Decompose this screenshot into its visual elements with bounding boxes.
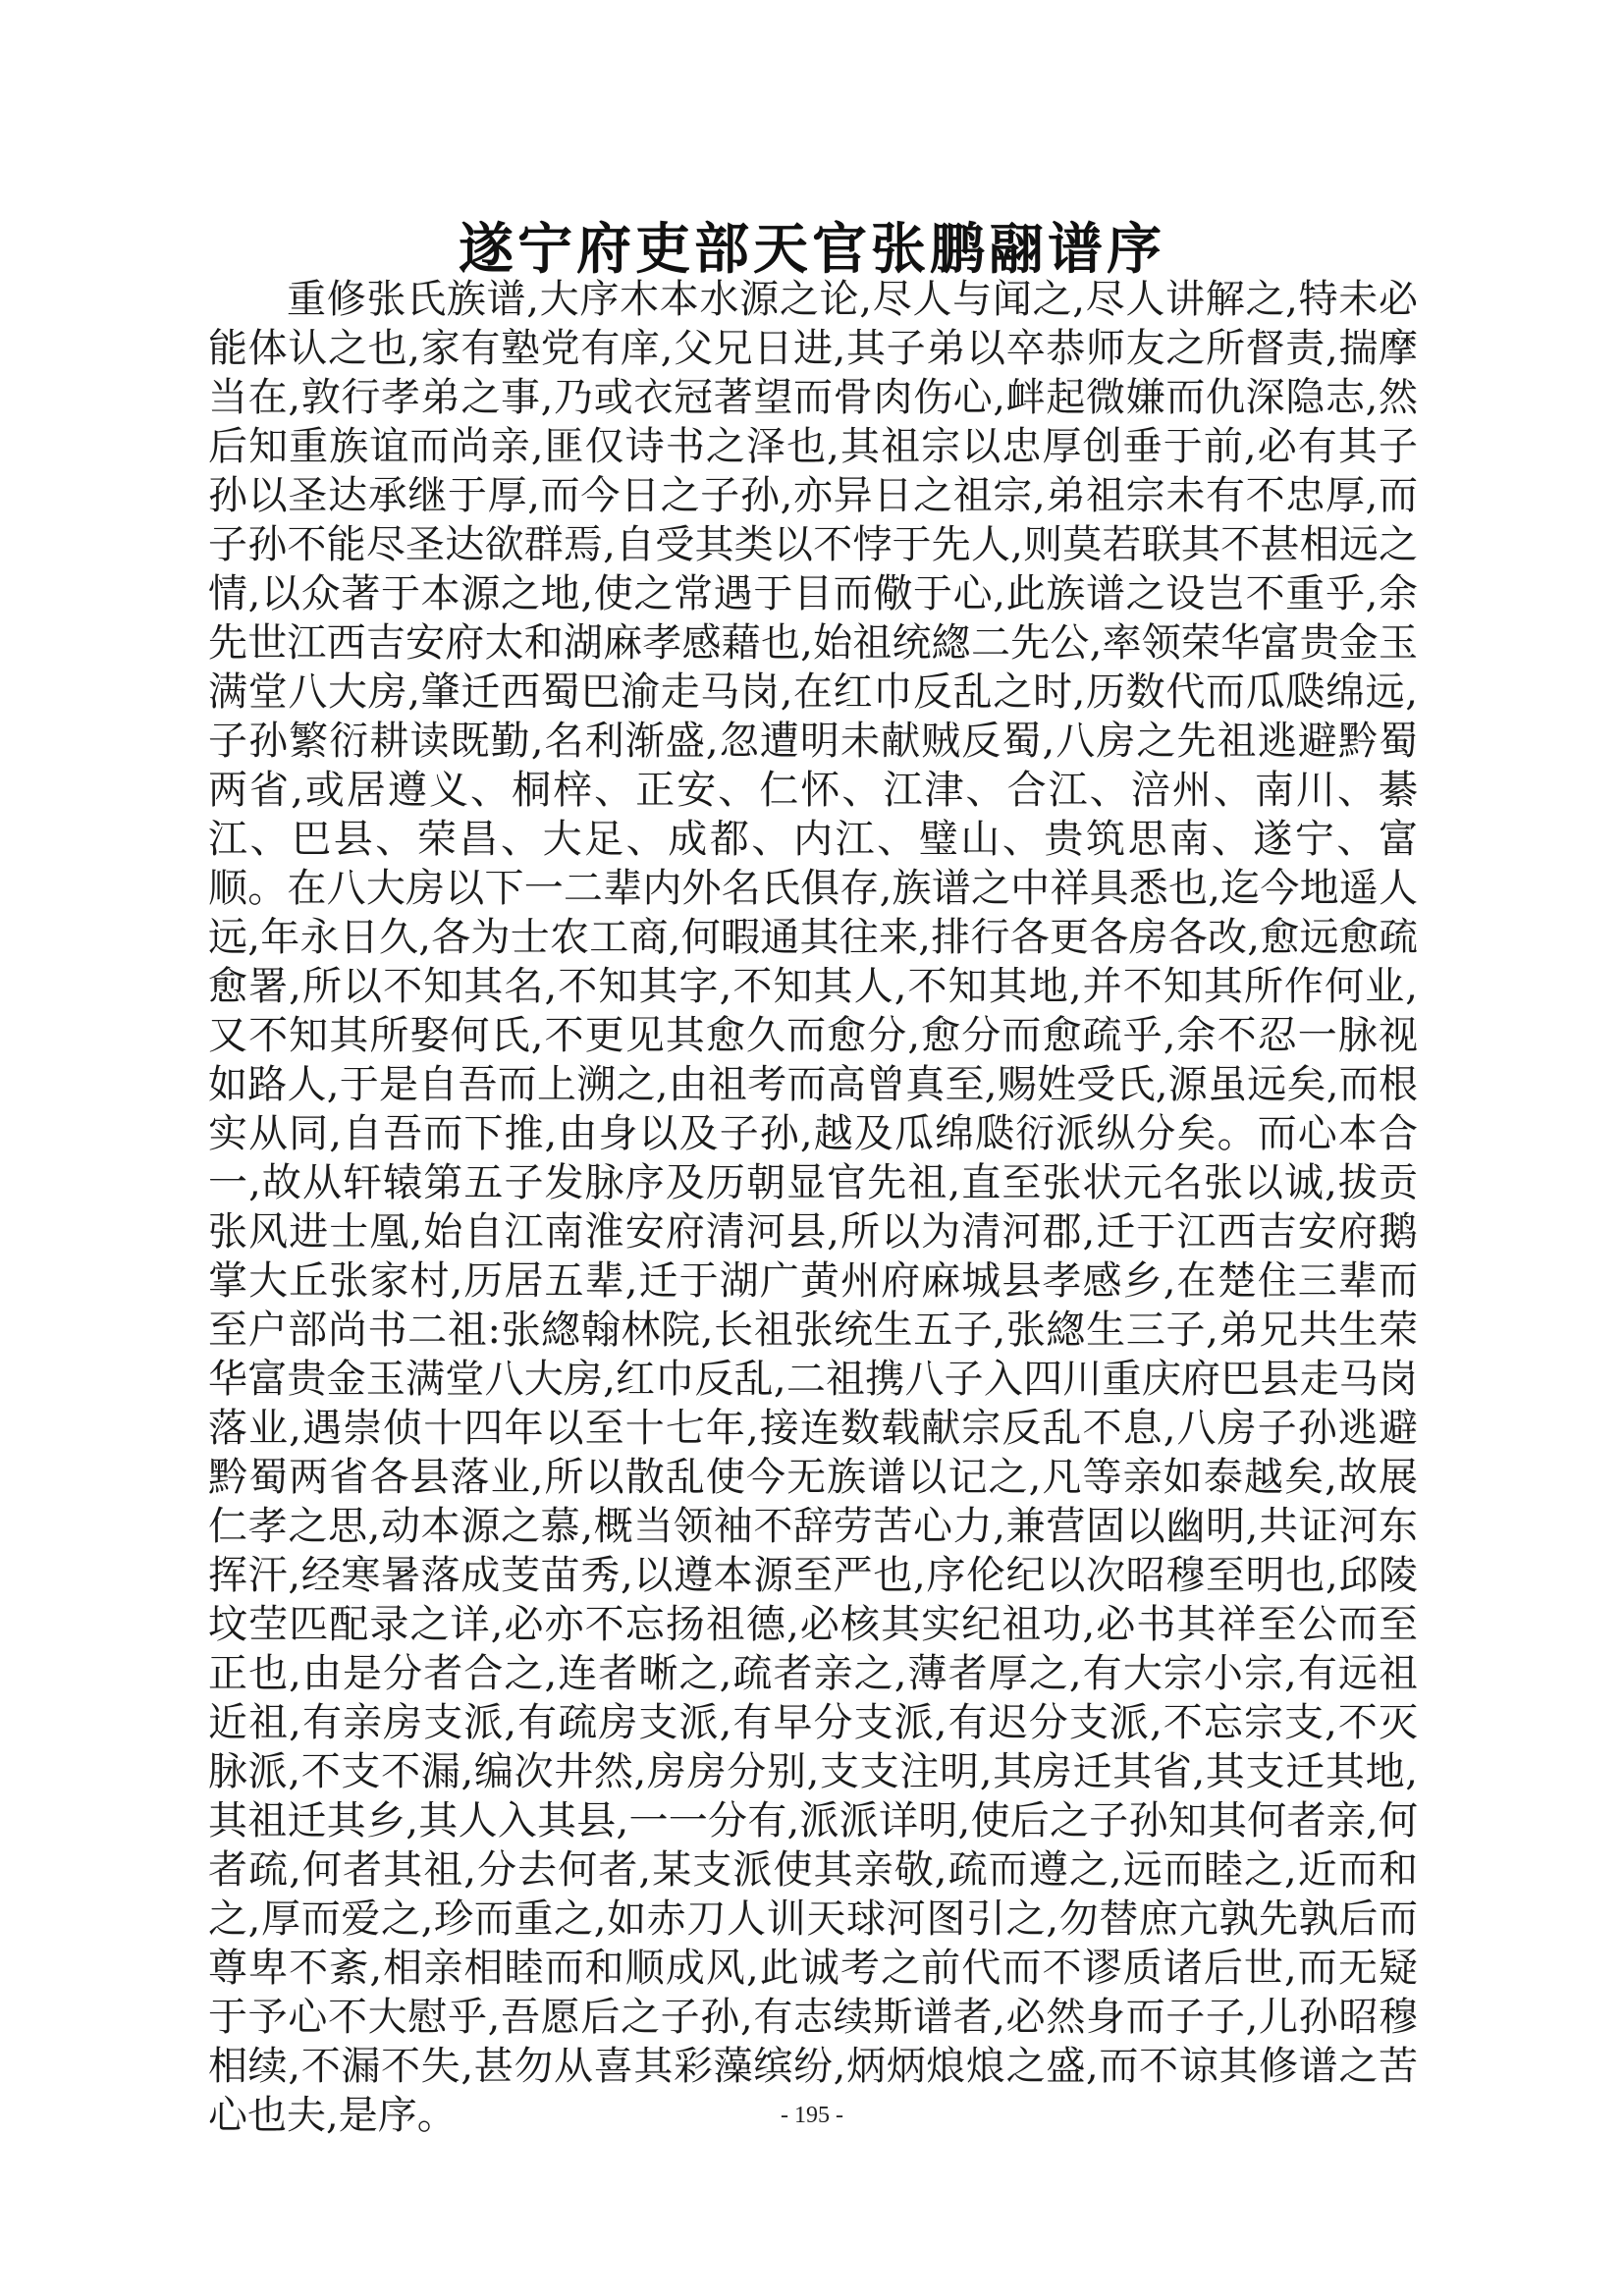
document-title: 遂宁府吏部天官张鹏翮谱序: [459, 217, 1165, 282]
page-number: - 195 -: [781, 2103, 843, 2128]
body-paragraph: 重修张氏族谱,大序木本水源之论,尽人与闻之,尽人讲解之,特未必能体认之也,家有塾党有庠,父兄日进,其子弟以卒恭师友之所督责,揣摩当在,敦行孝弟之事,乃或衣冠著望而骨肉伤心,衅起微嫌而仇深隐志,然后知重族谊而尚亲,匪仅诗书之泽也,其祖宗以忠厚创垂于前,必有其子孙以圣达承继于厚,而今日之子孙,亦异日之祖宗,弟祖宗未有不忠厚,而子孙不能尽圣达欲群焉,自受其类以不悖于先人,则莫若联其不甚相远之情,以众著于本源之地,使之常遇于目而儆于心,此族谱之设岂不重乎,余先世江西吉安府太和湖麻孝感藉也,始祖统緫二先公,率领荣华富贵金玉满堂八大房,肇迁西蜀巴渝走马岗,在红巾反乱之时,历数代而瓜瓞绵远,子孙繁衍耕读既勤,名利渐盛,忽遭明未献贼反蜀,八房之先祖逃避黔蜀两省,或居遵义、桐梓、正安、仁怀、江津、合江、涪州、南川、綦江、巴县、荣昌、大足、成都、内江、璧山、贵筑思南、遂宁、富顺。在八大房以下一二辈内外名氏俱存,族谱之中祥具悉也,迄今地遥人远,年永日久,各为士农工商,何暇通其往来,排行各更各房各改,愈远愈疏愈署,所以不知其名,不知其字,不知其人,不知其地,并不知其所作何业,又不知其所娶何氏,不更见其愈久而愈分,愈分而愈疏乎,余不忍一脉视如路人,于是自吾而上溯之,由祖考而高曾真至,赐姓受氏,源虽远矣,而根实从同,自吾而下推,由身以及子孙,越及瓜绵瓞衍派纵分矣。而心本合一,故从轩辕第五子发脉序及历朝显官先祖,直至张状元名张以诚,拔贡张风进士凰,始自江南淮安府清河县,所以为清河郡,迁于江西吉安府鹅掌大丘张家村,历居五辈,迁于湖广黄州府麻城县孝感乡,在楚住三辈而至户部尚书二祖:张緫翰林院,长祖张统生五子,张緫生三子,弟兄共生荣华富贵金玉满堂八大房,红巾反乱,二祖携八子入四川重庆府巴县走马岗落业,遇崇侦十四年以至十七年,接连数载献宗反乱不息,八房子孙逃避黔蜀两省各县落业,所以散乱使今无族谱以记之,凡等亲如泰越矣,故展仁孝之思,动本源之慕,概当领袖不辞劳苦心力,兼营固以幽明,共证河东挥汗,经寒暑落成芰苗秀,以遵本源至严也,序伦纪以次昭穆至明也,邱陵坟茔匹配录之详,必亦不忘扬祖德,必核其实纪祖功,必书其祥至公而至正也,由是分者合之,连者晰之,疏者亲之,薄者厚之,有大宗小宗,有远祖近祖,有亲房支派,有疏房支派,有早分支派,有迟分支派,不忘宗支,不灭脉派,不支不漏,编次井然,房房分别,支支注明,其房迁其省,其支迁其地,其祖迁其乡,其人入其县,一一分有,派派详明,使后之子孙知其何者亲,何者疏,何者其祖,分去何者,某支派使其亲敬,疏而遵之,远而睦之,近而和之,厚而爱之,珍而重之,如赤刀人训天球河图引之,勿替庶亢孰先孰后而尊卑不紊,相亲相睦而和顺成风,此诚考之前代而不谬质诸后世,而无疑于予心不大慰乎,吾愿后之子孙,有志续斯谱者,必然身而子子,儿孙昭穆相续,不漏不失,甚勿从喜其彩藻缤纷,炳炳烺烺之盛,而不谅其修谱之苦心也夫,是序。: [208, 277, 1418, 2138]
body-text: [208, 275, 1418, 2140]
